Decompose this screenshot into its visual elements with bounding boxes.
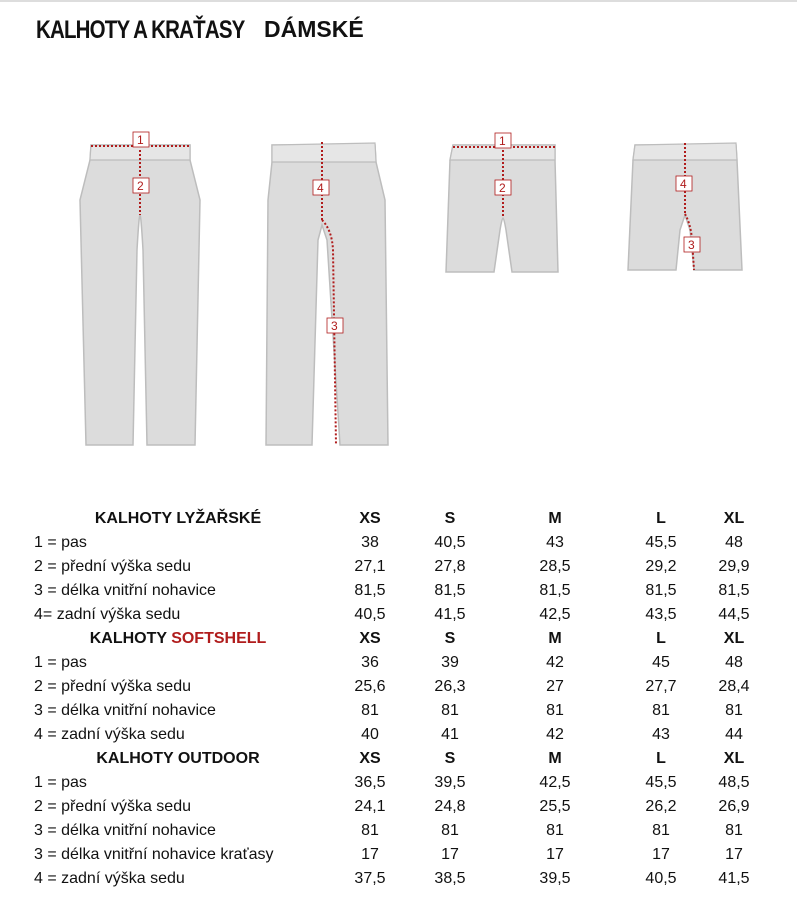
size-header: M bbox=[548, 750, 562, 767]
size-header: XS bbox=[359, 750, 381, 767]
section-title bbox=[34, 627, 322, 651]
measurement-label: 3 = délka vnitřní nohavice bbox=[34, 822, 216, 839]
measure-label: 4 bbox=[317, 181, 324, 195]
section-title bbox=[34, 747, 322, 771]
size-header: S bbox=[444, 630, 456, 647]
section-title-text: KALHOTY bbox=[89, 630, 172, 647]
measurement-value: 39,5 bbox=[434, 774, 466, 791]
size-header: S bbox=[444, 510, 456, 527]
pants-front-illustration bbox=[80, 132, 200, 445]
section-header-row bbox=[34, 627, 774, 651]
measurement-value: 38 bbox=[361, 534, 379, 551]
measurement-value: 44,5 bbox=[718, 606, 750, 623]
measurement-label: 2 = přední výška sedu bbox=[34, 798, 191, 815]
measurement-value: 28,4 bbox=[718, 678, 750, 695]
table-row bbox=[34, 579, 774, 603]
section-title-accent: SOFTSHELL bbox=[171, 630, 267, 647]
measurement-label: 3 = délka vnitřní nohavice kraťasy bbox=[34, 846, 274, 863]
size-header: XS bbox=[359, 510, 381, 527]
measurement-label: 1 = pas bbox=[34, 774, 87, 791]
measurement-value: 17 bbox=[725, 846, 743, 863]
table-row bbox=[34, 771, 774, 795]
measurement-value: 25,6 bbox=[354, 678, 386, 695]
section-title-text: KALHOTY OUTDOOR bbox=[96, 750, 260, 767]
measurement-value: 27,1 bbox=[354, 558, 386, 575]
section-title bbox=[34, 507, 322, 531]
size-header: XL bbox=[723, 750, 745, 767]
size-header: M bbox=[548, 630, 562, 647]
measurement-value: 27,7 bbox=[645, 678, 677, 695]
measurement-label: 4= zadní výška sedu bbox=[34, 606, 181, 623]
size-header: XL bbox=[723, 510, 745, 527]
measure-label: 4 bbox=[680, 177, 687, 191]
measurement-value: 43 bbox=[652, 726, 670, 743]
measurement-value: 24,1 bbox=[354, 798, 386, 815]
measurement-value: 40,5 bbox=[434, 534, 466, 551]
size-header: L bbox=[656, 630, 666, 647]
measurement-value: 17 bbox=[546, 846, 564, 863]
measurement-value: 27 bbox=[546, 678, 564, 695]
measurement-value: 81 bbox=[546, 702, 564, 719]
shorts-front-illustration bbox=[446, 133, 558, 272]
measurement-value: 26,2 bbox=[645, 798, 677, 815]
measure-label: 1 bbox=[499, 134, 506, 148]
measurement-value: 42 bbox=[546, 726, 564, 743]
shorts-back-illustration bbox=[628, 143, 742, 270]
measurement-value: 39 bbox=[441, 654, 459, 671]
measurement-value: 25,5 bbox=[539, 798, 571, 815]
measurement-value: 81 bbox=[652, 822, 670, 839]
measure-label: 2 bbox=[499, 181, 506, 195]
measurement-value: 81,5 bbox=[434, 582, 466, 599]
size-header: XS bbox=[359, 630, 381, 647]
measurement-value: 43 bbox=[546, 534, 564, 551]
section-header-row bbox=[34, 747, 774, 771]
measurement-label: 2 = přední výška sedu bbox=[34, 678, 191, 695]
table-row bbox=[34, 603, 774, 627]
size-header: L bbox=[656, 510, 666, 527]
section-header-row bbox=[34, 507, 774, 531]
measurement-value: 17 bbox=[441, 846, 459, 863]
page-title: KALHOTY A KRAŤASY bbox=[36, 16, 245, 44]
measurement-value: 42,5 bbox=[539, 774, 571, 791]
measurement-value: 28,5 bbox=[539, 558, 571, 575]
measurement-value: 17 bbox=[361, 846, 379, 863]
measurement-value: 41 bbox=[441, 726, 459, 743]
table-row bbox=[34, 699, 774, 723]
size-header: S bbox=[444, 750, 456, 767]
measurement-value: 26,3 bbox=[434, 678, 466, 695]
measurement-value: 81,5 bbox=[645, 582, 677, 599]
measurement-value: 81 bbox=[652, 702, 670, 719]
page-header bbox=[36, 14, 776, 46]
measurement-value: 42,5 bbox=[539, 606, 571, 623]
measure-label: 3 bbox=[331, 319, 338, 333]
measurement-value: 29,2 bbox=[645, 558, 677, 575]
measurement-label: 4 = zadní výška sedu bbox=[34, 726, 185, 743]
measurement-label: 1 = pas bbox=[34, 534, 87, 551]
measurement-value: 45,5 bbox=[645, 534, 677, 551]
measure-label: 1 bbox=[137, 133, 144, 147]
measurement-value: 17 bbox=[652, 846, 670, 863]
measurement-value: 81,5 bbox=[354, 582, 386, 599]
table-row bbox=[34, 555, 774, 579]
table-row bbox=[34, 867, 774, 891]
measurement-value: 81,5 bbox=[718, 582, 750, 599]
measurement-value: 81,5 bbox=[539, 582, 571, 599]
measurement-label: 3 = délka vnitřní nohavice bbox=[34, 582, 216, 599]
measurement-value: 36,5 bbox=[354, 774, 386, 791]
measurement-value: 81 bbox=[361, 822, 379, 839]
measurement-value: 44 bbox=[725, 726, 743, 743]
size-table-body bbox=[34, 507, 774, 891]
garment-illustrations bbox=[0, 120, 797, 460]
table-row bbox=[34, 843, 774, 867]
measurement-value: 81 bbox=[725, 822, 743, 839]
measurement-label: 4 = zadní výška sedu bbox=[34, 870, 185, 887]
measurement-value: 26,9 bbox=[718, 798, 750, 815]
measure-label: 3 bbox=[688, 238, 695, 252]
top-divider bbox=[0, 0, 797, 2]
measurement-value: 24,8 bbox=[434, 798, 466, 815]
measurement-value: 81 bbox=[441, 822, 459, 839]
measurement-value: 38,5 bbox=[434, 870, 466, 887]
measurement-value: 37,5 bbox=[354, 870, 386, 887]
measurement-value: 48 bbox=[725, 654, 743, 671]
measurement-value: 81 bbox=[725, 702, 743, 719]
page-subtitle: DÁMSKÉ bbox=[264, 16, 364, 42]
measurement-value: 81 bbox=[546, 822, 564, 839]
measurement-value: 27,8 bbox=[434, 558, 466, 575]
measurement-value: 45 bbox=[652, 654, 670, 671]
table-row bbox=[34, 795, 774, 819]
measurement-value: 40 bbox=[361, 726, 379, 743]
measurement-value: 41,5 bbox=[718, 870, 750, 887]
size-header: L bbox=[656, 750, 666, 767]
measurement-value: 48,5 bbox=[718, 774, 750, 791]
measurement-value: 48 bbox=[725, 534, 743, 551]
measurement-label: 3 = délka vnitřní nohavice bbox=[34, 702, 216, 719]
measurement-value: 39,5 bbox=[539, 870, 571, 887]
measurement-value: 40,5 bbox=[645, 870, 677, 887]
pants-back-illustration bbox=[266, 142, 388, 445]
measurement-value: 43,5 bbox=[645, 606, 677, 623]
table-row bbox=[34, 651, 774, 675]
measurement-value: 81 bbox=[361, 702, 379, 719]
table-row bbox=[34, 675, 774, 699]
table-row bbox=[34, 531, 774, 555]
measurement-value: 29,9 bbox=[718, 558, 750, 575]
measure-label: 2 bbox=[137, 179, 144, 193]
size-header: XL bbox=[723, 630, 745, 647]
measurement-value: 36 bbox=[361, 654, 379, 671]
section-title-text: KALHOTY LYŽAŘSKÉ bbox=[94, 510, 262, 527]
measurement-value: 45,5 bbox=[645, 774, 677, 791]
measurement-value: 42 bbox=[546, 654, 564, 671]
size-table bbox=[34, 507, 774, 891]
table-row bbox=[34, 819, 774, 843]
measurement-value: 40,5 bbox=[354, 606, 386, 623]
table-row bbox=[34, 723, 774, 747]
size-header: M bbox=[548, 510, 562, 527]
measurement-label: 2 = přední výška sedu bbox=[34, 558, 191, 575]
measurement-value: 41,5 bbox=[434, 606, 466, 623]
measurement-label: 1 = pas bbox=[34, 654, 87, 671]
measurement-value: 81 bbox=[441, 702, 459, 719]
